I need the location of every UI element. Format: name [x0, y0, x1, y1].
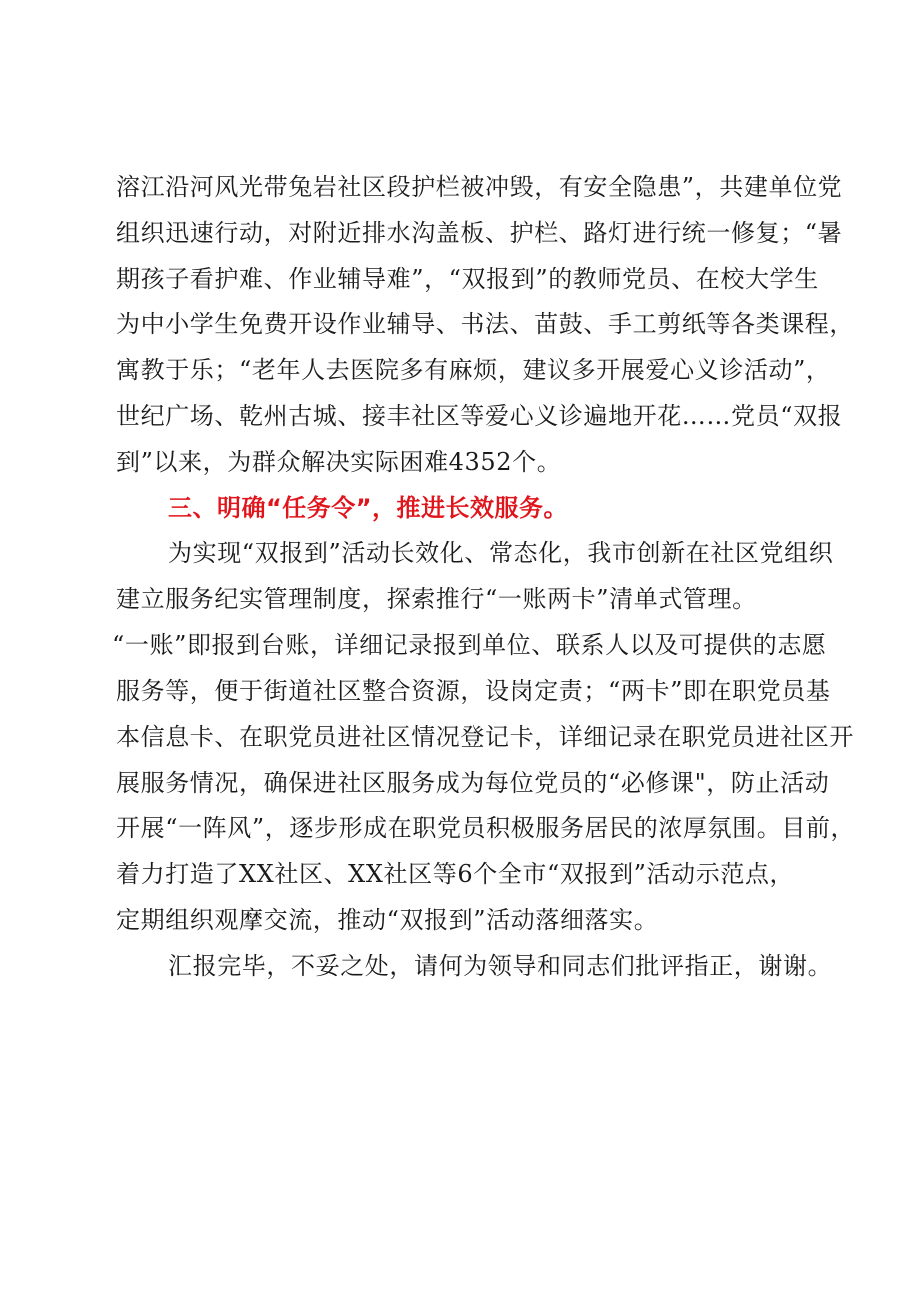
body-line: 溶江沿河风光带兔岩社区段护栏被冲毁，有安全隐患”，共建单位党 [116, 173, 843, 201]
body-line: 组织迅速行动，对附近排水沟盖板、护栏、路灯进行统一修复；“暑 [116, 219, 843, 247]
body-line: 本信息卡、在职党员进社区情况登记卡，详细记录在职党员进社区开 [116, 723, 854, 751]
body-line: 为中小学生免费开设作业辅导、书法、苗鼓、手工剪纸等各类课程， [116, 310, 854, 338]
body-line: 期孩子看护难、作业辅导难”，“双报到”的教师党员、在校大学生 [116, 265, 819, 293]
body-line: 寓教于乐；“老年人去医院多有麻烦，建议多开展爱心义诊活动”， [116, 356, 831, 384]
body-line: 世纪广场、乾州古城、接丰社区等爱心义诊遍地开花……党员“双报 [116, 402, 843, 430]
body-line: 展服务情况，确保进社区服务成为每位党员的“必修课"，防止活动 [116, 769, 830, 797]
body-line: 着力打造了XX社区、XX社区等6个全市“双报到”活动示范点， [116, 860, 795, 888]
body-line: “一账”即报到台账，详细记录报到单位、联系人以及可提供的志愿 [112, 631, 827, 659]
body-line: 开展“一阵风”，逐步形成在职党员积极服务居民的浓厚氛围。目前， [116, 814, 856, 842]
body-line: 建立服务纪实管理制度，探索推行“一账两卡”清单式管理。 [116, 585, 757, 613]
body-line: 到”以来，为群众解决实际困难4352个。 [116, 448, 562, 476]
body-line: 定期组织观摩交流，推动“双报到”活动落细落实。 [116, 906, 659, 934]
body-line: 为实现“双报到”活动长效化、常态化，我市创新在社区党组织 [168, 539, 834, 567]
body-line: 服务等，便于街道社区整合资源，设岗定责；“两卡”即在职党员基 [116, 677, 831, 705]
section-heading: 三、明确“任务令”，推进长效服务。 [168, 494, 569, 522]
closing-line: 汇报完毕，不妥之处，请何为领导和同志们批评指正，谢谢。 [168, 952, 833, 980]
